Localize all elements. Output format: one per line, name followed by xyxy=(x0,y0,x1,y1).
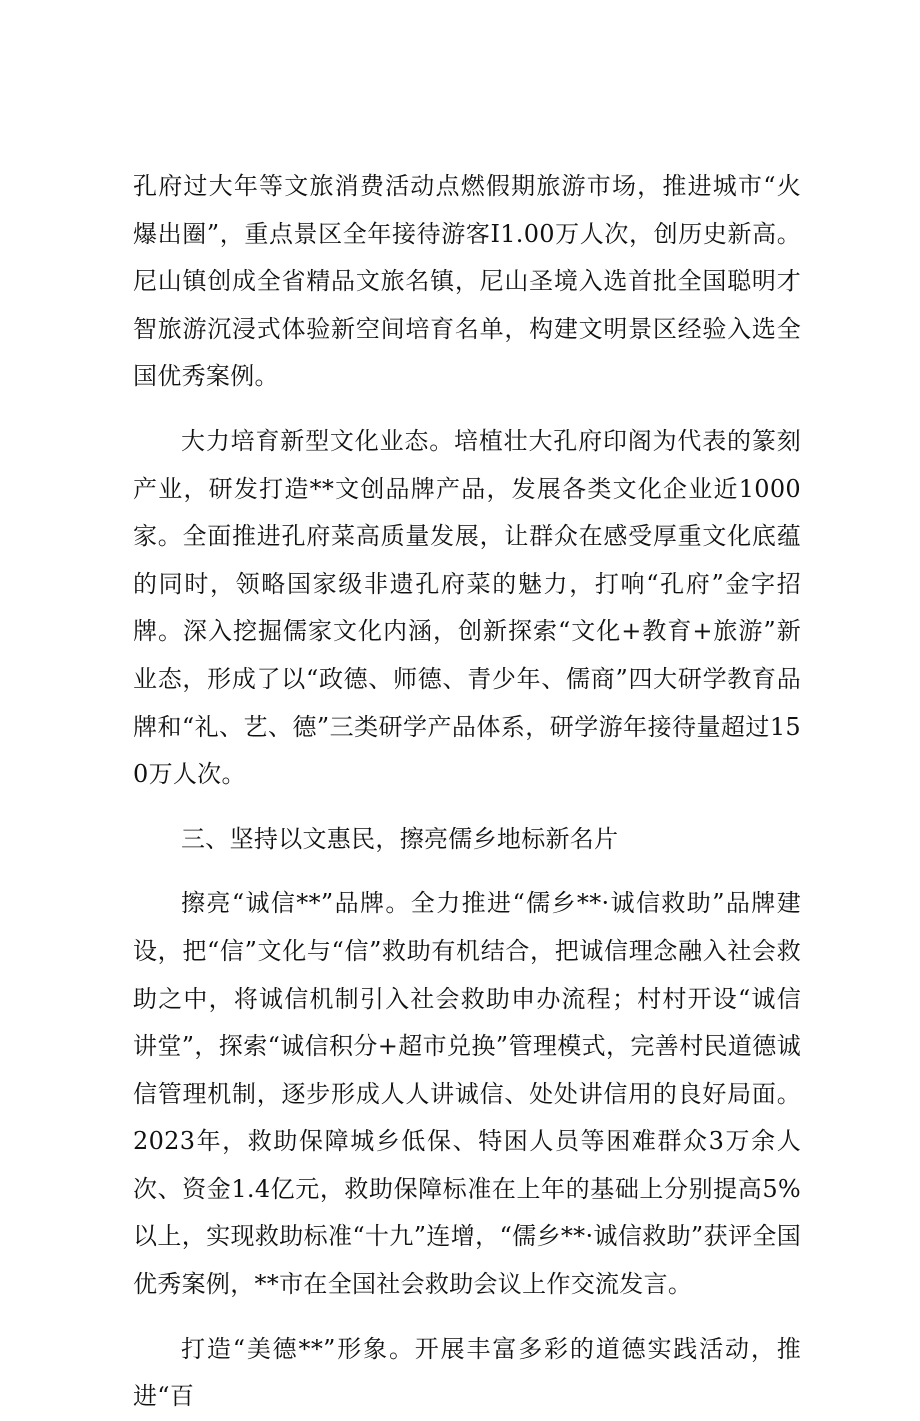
paragraph-continued: 孔府过大年等文旅消费活动点燃假期旅游市场，推进城市“火爆出圈”，重点景区全年接待游客I1.00万人次，创历史新高。尼山镇创成全省精品文旅名镇，尼山圣境入选首批全国聪明才智旅游沉浸式体验新空间培育名单，构建文明景区经验入选全国优秀案例。 xyxy=(133,172,801,391)
paragraph-integrity-brand: 擦亮“诚信**”品牌。全力推进“儒乡**·诚信救助”品牌建设，把“信”文化与“信”救助有机结合，把诚信理念融入社会救助之中，将诚信机制引入社会救助申办流程；村村开设“诚信讲堂”，探索“诚信积分+超市兑换”管理模式，完善村民道德诚信管理机制，逐步形成人人讲诚信、处处讲信用的良好局面。2023年，救助保障城乡低保、特困人员等困难群众3万余人次、资金1.4亿元，救助保障标准在上年的基础上分别提高5%以上，实现救助标准“十九”连增，“儒乡**·诚信救助”获评全国优秀案例，**市在全国社会救助会议上作交流发言。 xyxy=(133,889,801,1299)
paragraph-virtue-image: 打造“美德**”形象。开展丰富多彩的道德实践活动，推进“百 xyxy=(133,1334,801,1411)
section-heading: 三、坚持以文惠民，擦亮儒乡地标新名片 xyxy=(181,824,619,853)
paragraph-cultural-industry: 大力培育新型文化业态。培植壮大孔府印阁为代表的篆刻产业，研发打造**文创品牌产品，发展各类文化企业近1000家。全面推进孔府菜高质量发展，让群众在感受厚重文化底蕴的同时，领略国家级非遗孔府菜的魅力，打响“孔府”金字招牌。深入挖掘儒家文化内涵，创新探索“文化+教育+旅游”新业态，形成了以“政德、师德、青少年、儒商”四大研学教育品牌和“礼、艺、德”三类研学产品体系，研学游年接待量超过150万人次。 xyxy=(133,426,801,789)
document-body xyxy=(133,163,801,1421)
